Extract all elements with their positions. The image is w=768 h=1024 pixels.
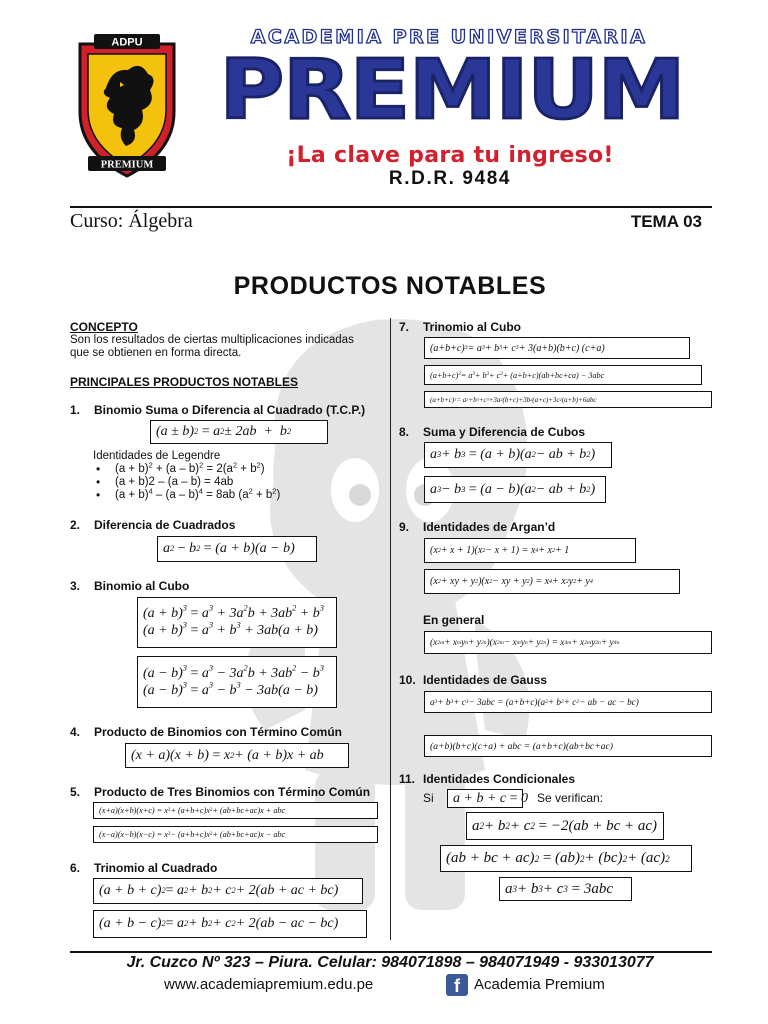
formula-condition: a + b + c = 0 (447, 789, 523, 808)
svg-text:ADPU: ADPU (111, 36, 143, 49)
section-9-heading (399, 520, 555, 534)
main-products-heading: PRINCIPALES PRODUCTOS NOTABLES (70, 375, 299, 389)
formula-three-binomials-difference: (x−a)(x−b)(x−c) = x 3 − (a+b+c)x 2 + (ab+bc+ac)x − abc (93, 826, 378, 843)
formula-binomial-square: (a ± b) 2 = a 2 ± 2ab + b 2 (150, 420, 328, 444)
formula-gauss-2: (a+b)(b+c)(c+a) + abc = (a+b+c)(ab+bc+ac) (424, 735, 712, 757)
section-number: 1. (70, 403, 81, 417)
formula-trinomial-square-mixed: (a + b − c) 2 = a 2 + b 2 + c 2 + 2(ab − ac − bc) (93, 910, 367, 938)
section-3-heading (70, 579, 189, 593)
section-1-heading (70, 403, 365, 417)
legendre-title: Identidades de Legendre (93, 450, 221, 462)
concept-heading: CONCEPTO (70, 320, 138, 334)
section-11-heading (399, 772, 575, 786)
footer-address: Jr. Cuzco Nº 323 – Piura. Celular: 984071898 – 984071949 - 933013077 (126, 954, 654, 971)
brand-name: PREMIUM (219, 41, 685, 138)
section-title: Identidades de Gauss (423, 673, 548, 687)
academy-shield-logo (76, 30, 178, 178)
formula-conditional-3: a 3 + b 3 + c 3 = 3abc (499, 877, 632, 901)
page-title: PRODUCTOS NOTABLES (233, 272, 547, 300)
registration-number: R.D.R. 9484 (388, 168, 512, 189)
formula-trinomial-square-sum: (a + b + c) 2 = a 2 + b 2 + c 2 + 2(ab + ac + bc) (93, 878, 363, 904)
facebook-icon[interactable]: f (446, 974, 468, 996)
section-title: Identidades Condicionales (423, 772, 576, 786)
condition-si-label: Si (423, 791, 434, 805)
formula-cube-of-difference: $(a - b)^3 = a^3 - 3a^2b + 3ab^2 - b^3$ $(a - b)^3 = a^3 - b^3 - 3ab(a - b)$ (137, 656, 337, 708)
formula-trinomial-cube-3: (a+b+c) 3 = a 3 +b 3 +c 3 +3a 2 (b+c)+3b 2 (a+c)+3c 2 (a+b)+6abc (424, 391, 712, 408)
section-8-heading (399, 425, 585, 439)
formula-trinomial-cube-2: (a+b+c) 3 = a 3 + b 3 + c 3 + (a+b+c)(ab+bc+ca) − 3abc (424, 365, 702, 385)
section-title: Binomio Suma o Diferencia al Cuadrado (T.C.P.) (94, 403, 366, 417)
concept-text-line-1: Son los resultados de ciertas multiplicaciones indicadas (70, 334, 354, 346)
section-number: 8. (399, 425, 410, 439)
formula-difference-of-squares: a 2 − b 2 = (a + b)(a − b) (157, 536, 317, 562)
svg-text:PREMIUM: PREMIUM (100, 159, 154, 171)
formula-trinomial-cube-1: (a+b+c) 3 = a 3 + b 3 + c 3 + 3(a+b)(b+c) (c+a) (424, 337, 690, 359)
legendre-list (93, 460, 281, 502)
section-2-heading (70, 518, 235, 532)
section-number: 9. (399, 520, 410, 534)
formula-argand-general: (x 2m + x m y n + y 2n )(x 2m − x m y n + y 2n ) = x 4m + x 2m y 2n + y 4n (424, 631, 712, 654)
section-number: 6. (70, 861, 81, 875)
footer-divider (70, 951, 712, 953)
section-title: Diferencia de Cuadrados (94, 518, 236, 532)
legendre-identity-1: • $(a + b)^2 + (a - b)^2 = 2(a^2 + b^2)$ (93, 463, 280, 476)
section-title: Binomio al Cubo (94, 579, 190, 593)
section-5-heading (70, 785, 370, 799)
formula-binomials-common-term: (x + a)(x + b) = x 2 + (a + b)x + ab (125, 743, 349, 768)
formula-argand-2: (x 2 + xy + y 2 )(x 2 − xy + y 2 ) = x 4 + x 2 y 2 + y 4 (424, 569, 680, 594)
academy-name: ACADEMIA PRE UNIVERSITARIA (250, 26, 648, 48)
formula-conditional-2: (ab + bc + ac) 2 = (ab) 2 + (bc) 2 + (ac) 2 (440, 845, 692, 872)
formula-three-binomials-sum: (x+a)(x+b)(x+c) = x 3 + (a+b+c)x 2 + (ab+bc+ac)x + abc (93, 802, 378, 819)
se-verifican-label: Se verifican: (537, 791, 604, 805)
section-number: 2. (70, 518, 81, 532)
course-label: Curso: Álgebra (70, 210, 193, 232)
website-link[interactable]: www.academiapremium.edu.pe (164, 976, 374, 993)
column-divider (390, 318, 391, 940)
formula-conditional-1: a 2 + b 2 + c 2 = −2(ab + bc + ac) (466, 812, 664, 840)
section-7-heading (399, 320, 521, 334)
section-number: 3. (70, 579, 81, 593)
concept-text-line-2: que se obtienen en forma directa. (70, 347, 242, 359)
section-number: 7. (399, 320, 410, 334)
formula-cube-of-sum: $(a + b)^3 = a^3 + 3a^2b + 3ab^2 + b^3$ $(a + b)^3 = a^3 + b^3 + 3ab(a + b)$ (137, 597, 337, 648)
section-6-heading (70, 861, 217, 875)
section-title: Suma y Diferencia de Cubos (423, 425, 586, 439)
page-header (0, 0, 768, 205)
section-number: 4. (70, 725, 81, 739)
formula-argand-1: (x 2 + x + 1)(x 2 − x + 1) = x 4 + x 2 + 1 (424, 538, 636, 563)
section-4-heading (70, 725, 342, 739)
section-10-heading (399, 673, 547, 687)
section-title: Trinomio al Cubo (423, 320, 521, 334)
section-title: Producto de Tres Binomios con Término Común (94, 785, 371, 799)
facebook-page-name[interactable]: Academia Premium (474, 976, 605, 993)
legendre-identity-3: • $(a + b)^4 - (a - b)^4 = 8ab$ $(a^2 + b^2)$ (93, 489, 280, 502)
en-general-label: En general (423, 613, 485, 627)
formula-gauss-1: a 3 + b 3 + c 3 − 3abc = (a+b+c)(a 2 + b 2 + c 2 − ab − ac − bc) (424, 691, 712, 713)
topic-number: TEMA 03 (630, 212, 702, 231)
header-divider (70, 206, 712, 208)
formula-sum-of-cubes: a 3 + b 3 = (a + b)(a 2 − ab + b 2 ) (424, 442, 612, 468)
section-number: 5. (70, 785, 81, 799)
slogan: ¡La clave para tu ingreso! (286, 143, 614, 168)
legendre-identity-2: • (a + b)2 – (a – b) = 4ab (93, 476, 280, 489)
section-title: Producto de Binomios con Término Común (94, 725, 343, 739)
section-title: Trinomio al Cuadrado (94, 861, 218, 875)
section-number: 11. (399, 772, 416, 786)
section-title: Identidades de Argan’d (423, 520, 556, 534)
section-number: 10. (399, 673, 416, 687)
formula-difference-of-cubes: a 3 − b 3 = (a − b)(a 2 − ab + b 2 ) (424, 476, 606, 503)
